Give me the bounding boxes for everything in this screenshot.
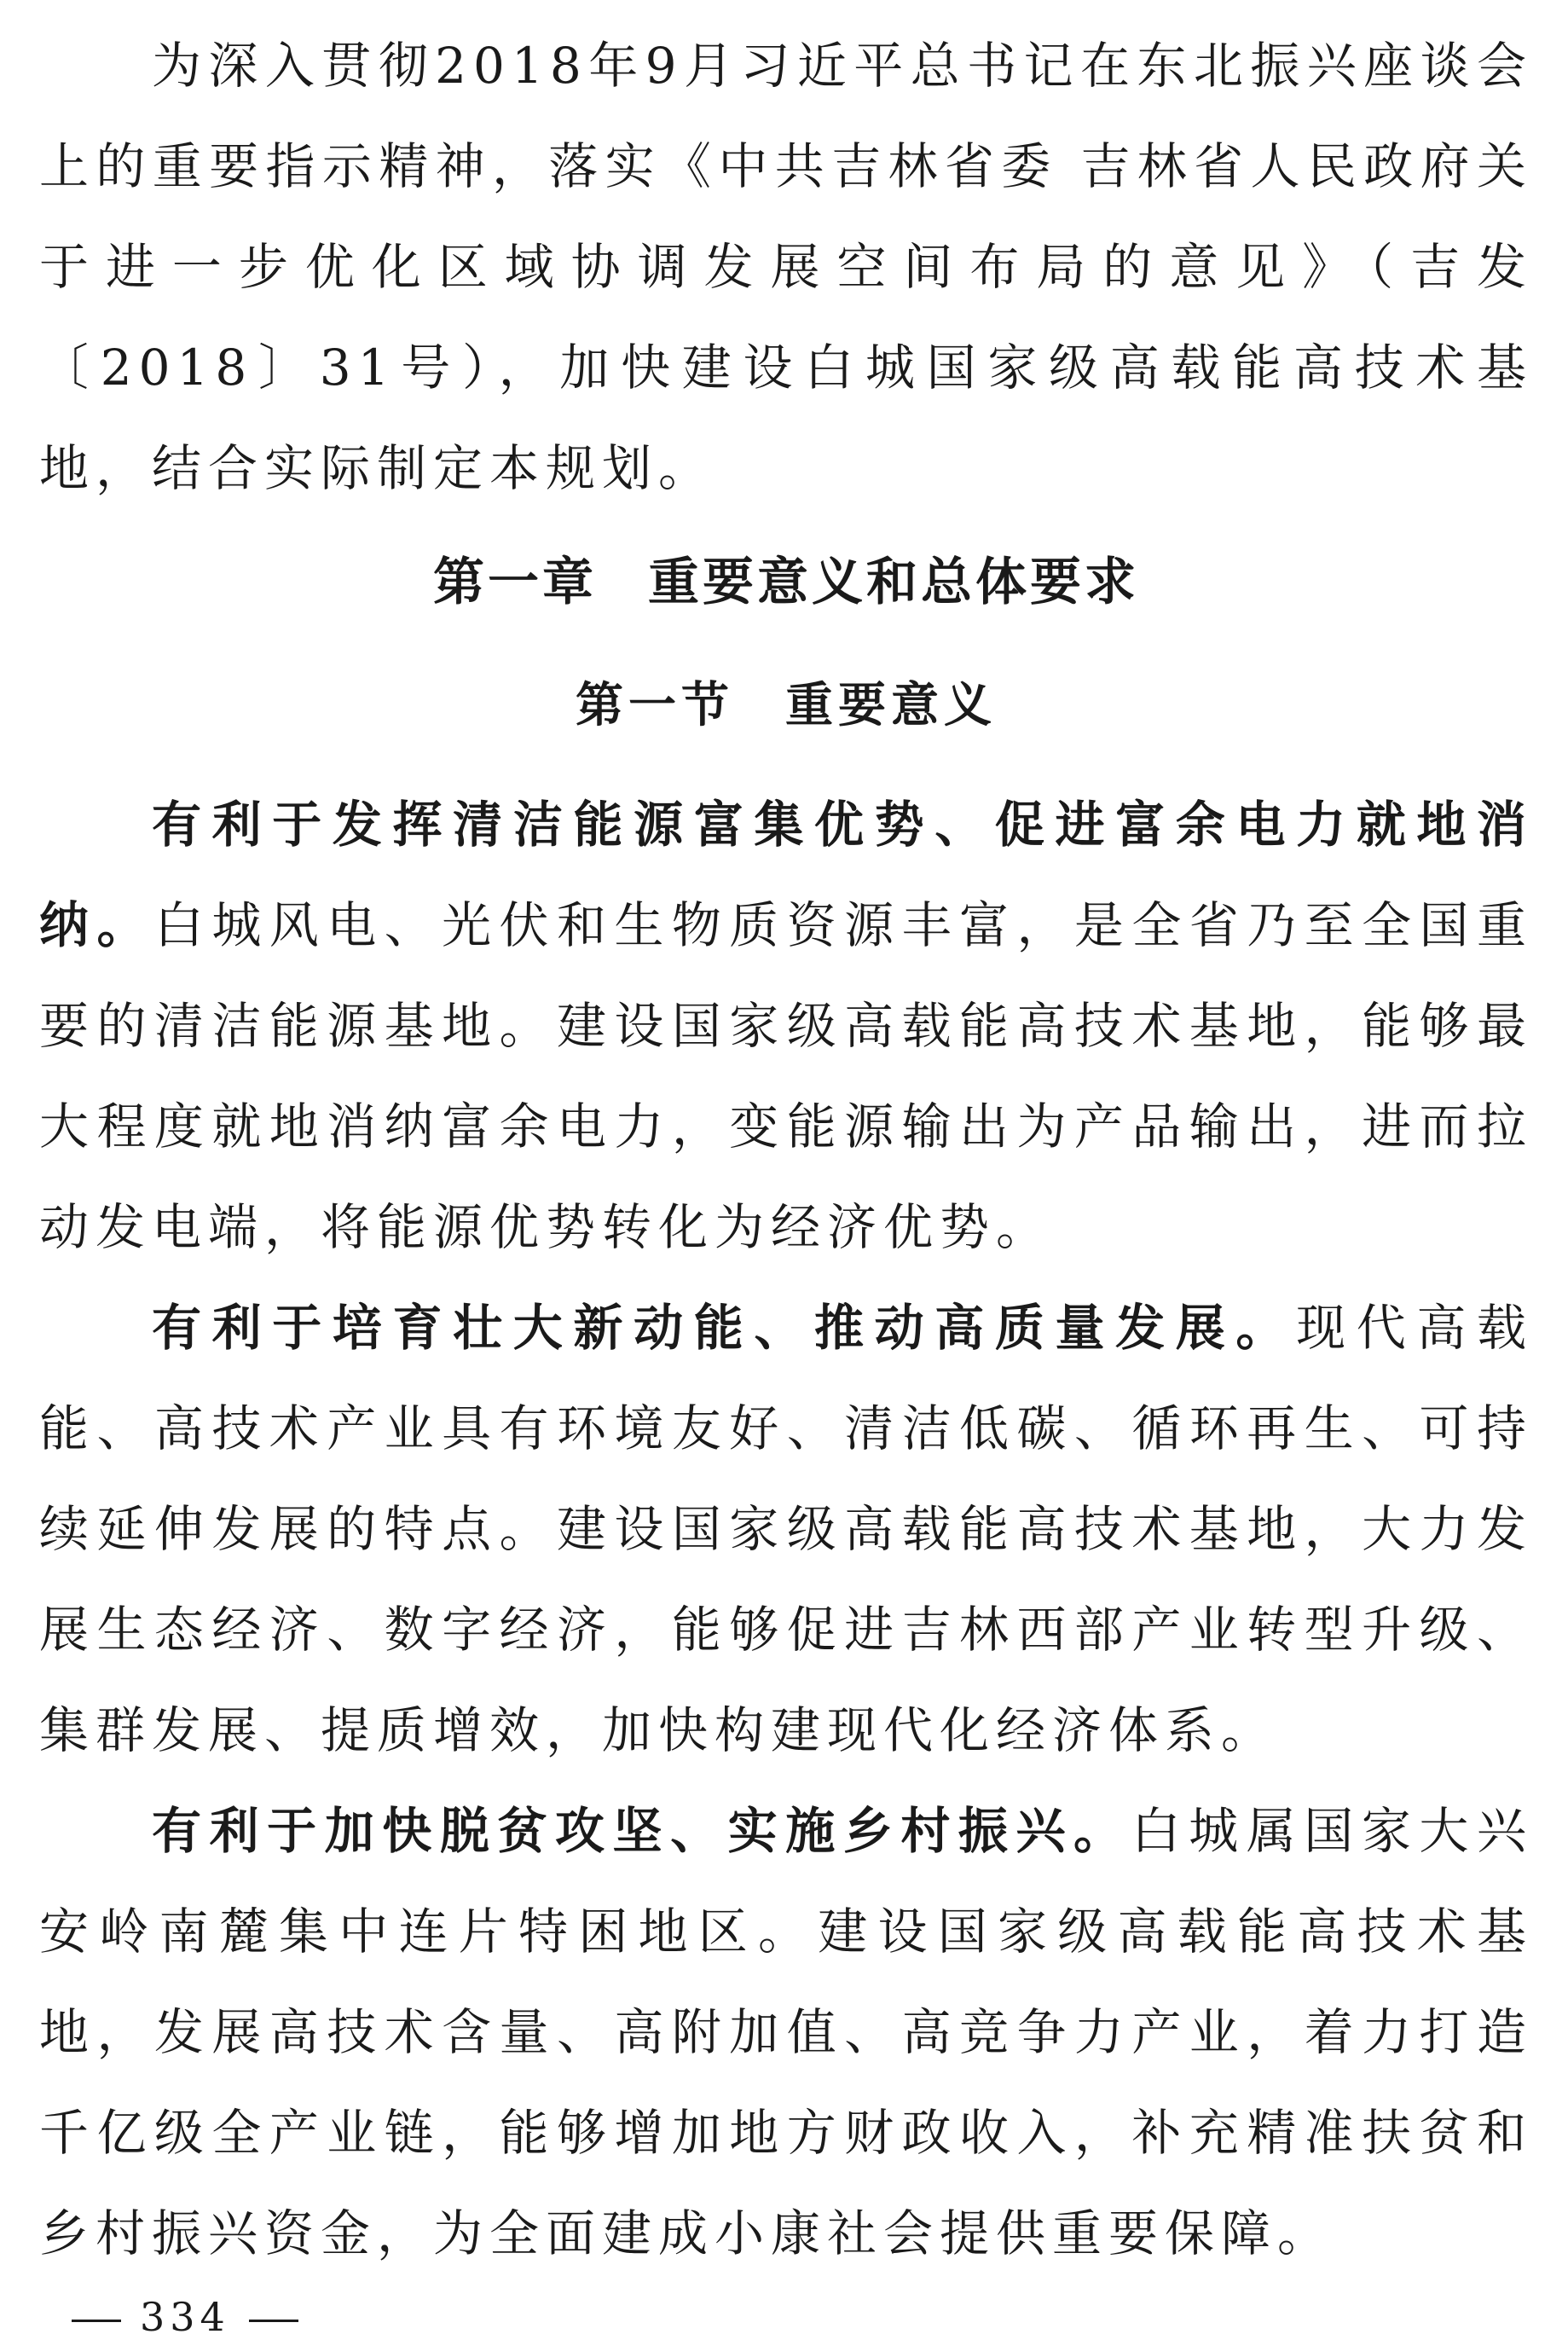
- paragraph-body: 现代高载能、高技术产业具有环境友好、清洁低碳、循环再生、可持续延伸发展的特点。建设国家级高载能高技术基地，大力发展生态经济、数字经济，能够促进吉林西部产业转型升级、集群发展、提质增效，加快构建现代化经济体系。: [39, 1299, 1533, 1759]
- intro-paragraph: 为深入贯彻2018年9月习近平总书记在东北振兴座谈会上的重要指示精神，落实《中共吉林省委 吉林省人民政府关于进一步优化区域协调发展空间布局的意见》（吉发〔2018〕31号），加快建设白城国家级高载能高技术基地，结合实际制定本规划。: [39, 37, 1533, 497]
- page-number: 334: [140, 2294, 230, 2340]
- chapter-heading: [39, 518, 1533, 646]
- paragraph-lead: 有利于发挥清洁能源富集优势、促进富余电力就地消纳。: [39, 796, 1533, 954]
- document-content: [39, 15, 1533, 2284]
- section-title: 重要意义: [785, 678, 997, 733]
- footer-dash-right: [249, 2320, 298, 2322]
- chapter-title: 重要意义和总体要求: [648, 553, 1139, 612]
- page-footer: [53, 2294, 317, 2340]
- paragraph-lead: 有利于培育壮大新动能、推动高质量发展。: [152, 1299, 1297, 1357]
- footer-dash-left: [72, 2320, 121, 2322]
- significance-paragraph-3: [39, 1781, 1533, 2284]
- significance-paragraph-2: [39, 1277, 1533, 1781]
- paragraph-body: 白城属国家大兴安岭南麓集中连片特困地区。建设国家级高载能高技术基地，发展高技术含量、高附加值、高竞争力产业，着力打造千亿级全产业链，能够增加地方财政收入，补充精准扶贫和乡村振兴资金，为全面建成小康社会提供重要保障。: [39, 1802, 1533, 2262]
- section-heading: [39, 646, 1533, 766]
- paragraph-lead: 有利于加快脱贫攻坚、实施乡村振兴。: [152, 1802, 1131, 1860]
- chapter-number: 第一章: [433, 553, 597, 612]
- paragraph-body: 白城风电、光伏和生物质资源丰富，是全省乃至全国重要的清洁能源基地。建设国家级高载能高技术基地，能够最大程度就地消纳富余电力，变能源输出为产品输出，进而拉动发电端，将能源优势转化为经济优势。: [39, 896, 1533, 1256]
- significance-paragraph-1: [39, 774, 1533, 1277]
- section-number: 第一节: [576, 678, 734, 733]
